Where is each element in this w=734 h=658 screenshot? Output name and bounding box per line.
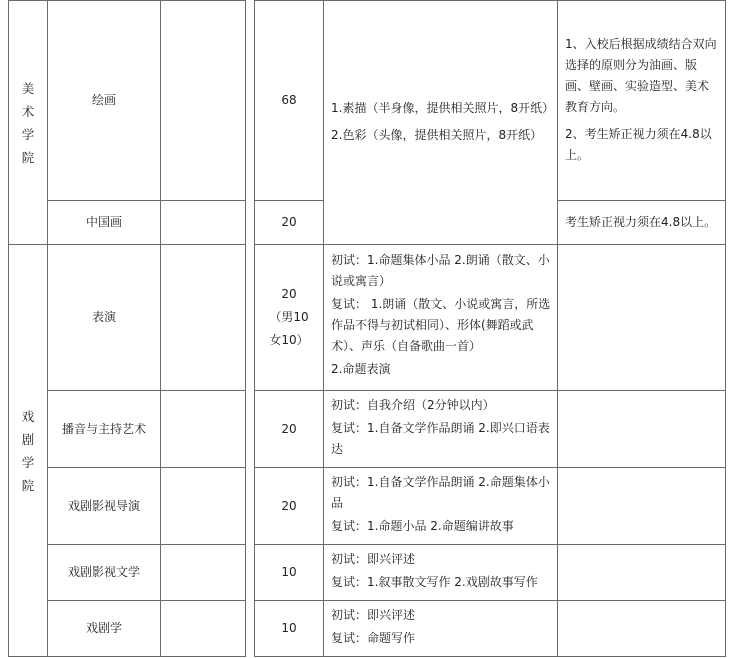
count-cell: 10 <box>281 565 297 579</box>
major-cell: 中国画 <box>85 215 122 229</box>
major-cell: 戏剧学 <box>85 621 122 635</box>
major-cell: 表演 <box>91 310 116 324</box>
count-cell: 68 <box>281 93 297 107</box>
college-char: 院 <box>21 149 35 165</box>
notes-line: 1、入校后根据成绩结合双向选择的原则分为油画、版画、壁画、实验造型、美术教育方向。 <box>565 36 717 114</box>
major-cell: 绘画 <box>91 93 116 107</box>
notes-cell-chinese-painting <box>558 201 725 244</box>
exam-line: 2.色彩（头像，提供相关照片，8开纸） <box>331 127 543 142</box>
exam-cell-fine-arts <box>324 1 557 244</box>
exam-cell-drama <box>324 601 557 656</box>
exam-line: 初试：1.命题集体小品 2.朗诵（散文、小说或寓言） <box>331 253 550 288</box>
count-line: （男10 <box>269 310 309 324</box>
exam-line: 2.命题表演 <box>331 362 391 376</box>
exam-cell-literature <box>324 545 557 600</box>
exam-line: 初试：即兴评述 <box>331 608 416 622</box>
major-cell: 戏剧影视文学 <box>67 565 140 579</box>
exam-line: 复试： 1.朗诵（散文、小说或寓言，所选作品不得与初试相同）、形体(舞蹈或武术）、声乐（自备歌曲一首） <box>331 297 551 353</box>
major-cell: 播音与主持艺术 <box>61 421 146 436</box>
college-char: 学 <box>21 126 35 142</box>
notes-line: 2、考生矫正视力须在4.8以上。 <box>565 126 712 162</box>
count-cell: 20 <box>281 498 297 513</box>
count-cell <box>255 245 323 390</box>
count-cell: 20 <box>281 421 297 436</box>
exam-line: 复试：1.叙事散文写作 2.戏剧故事写作 <box>331 575 538 589</box>
major-cell: 戏剧影视导演 <box>67 498 140 513</box>
college-char: 院 <box>21 477 35 493</box>
exam-line: 初试：即兴评述 <box>331 552 416 566</box>
college-char: 剧 <box>21 431 35 447</box>
college-char: 美 <box>21 80 35 96</box>
exam-line: 1.素描（半身像，提供相关照片，8开纸） <box>331 100 555 115</box>
exam-cell-broadcasting <box>324 391 557 467</box>
exam-line: 复试：1.命题小品 2.命题编讲故事 <box>331 519 514 533</box>
exam-line: 初试：自我介绍（2分钟以内） <box>331 398 495 412</box>
count-cell: 10 <box>281 621 297 635</box>
count-line: 女10） <box>269 333 309 347</box>
notes-cell-painting <box>558 1 725 200</box>
college-fine-arts <box>9 1 47 244</box>
notes-line: 考生矫正视力须在4.8以上。 <box>565 215 717 229</box>
exam-cell-directing <box>324 468 557 544</box>
count-cell: 20 <box>281 215 297 229</box>
college-drama <box>9 245 47 656</box>
exam-line: 初试：1.自备文学作品朗诵 2.命题集体小品 <box>331 475 550 510</box>
exam-line: 复试：1.自备文学作品朗诵 2.即兴口语表达 <box>331 421 550 456</box>
college-char: 学 <box>21 454 35 470</box>
count-line: 20 <box>281 287 297 301</box>
exam-line: 复试：命题写作 <box>331 631 416 645</box>
college-char: 戏 <box>21 408 35 424</box>
college-char: 术 <box>21 103 35 119</box>
exam-cell-acting <box>324 245 557 390</box>
